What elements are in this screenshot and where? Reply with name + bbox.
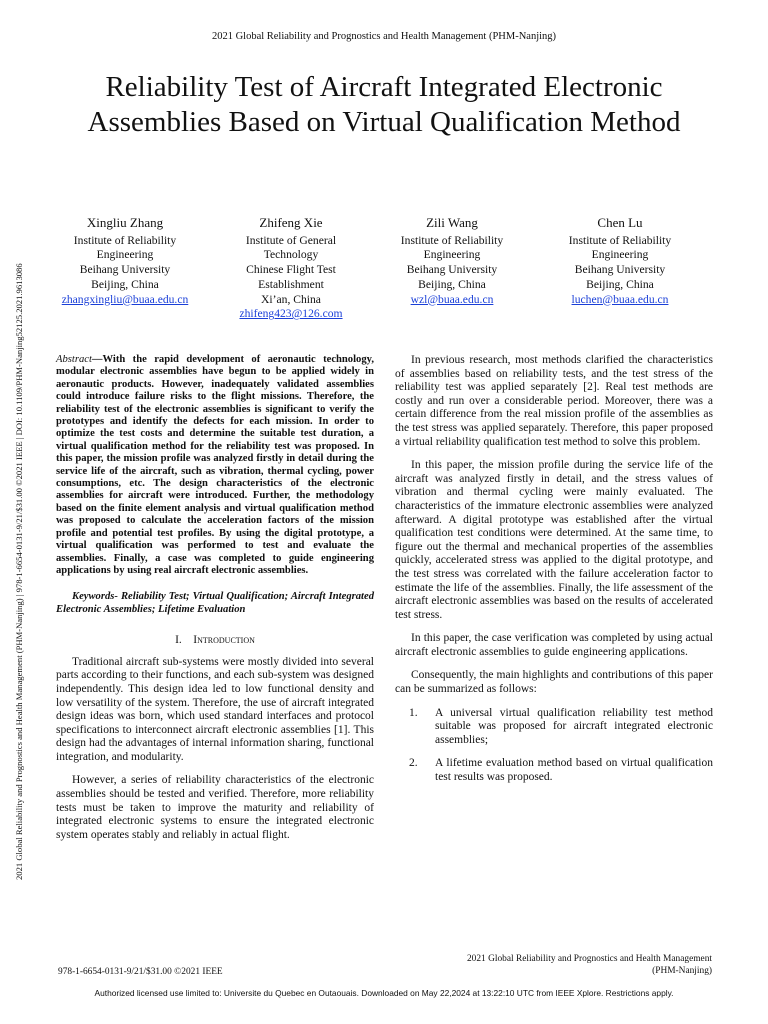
- abstract-text: With the rapid development of aeronautic technology, modular electronic assemblies have begun to be applied widely in aeronautic products. However, inadequately validated assemblies could introduce failure risks to the flight missions. Therefore, the reliability test of the electronic assemblies is significant to verify the prototypes and identify the defects for each mission. In order to optimize the test costs and determine the suitable test duration, a virtual qualification method for the reliability test was proposed. In this paper, the mission profile was analyzed firstly in detail during the service life of the aircraft, such as vibration, thermal cycling, power consumptions, etc. The design characteristics of the electronic assemblies for aircraft were introduced. Further, the methodology based on the finite element analysis and virtual qualification method was proposed to calculate the acceleration factors of the mission profile and potential test profiles. By using the digital prototype, a virtual qualification was performed to test and evaluate the assemblies. Finally, a case was completed to guide engineering applications by using real aircraft electronic assemblies.: [56, 354, 374, 576]
- author-affiliation-line: Technology: [263, 248, 319, 262]
- right-column: [395, 354, 713, 795]
- author-email-link[interactable]: zhangxingliu@buaa.edu.cn: [61, 292, 189, 306]
- abstract-dash: —: [91, 354, 103, 365]
- license-notice: Authorized licensed use limited to: Universite du Quebec en Outaouais. Downloaded on May 22,2024 at 13:22:10 UTC from IEEE Xplore. Restrictions apply.: [94, 988, 674, 998]
- body-paragraph: Consequently, the main highlights and contributions of this paper can be summarized as follows:: [395, 669, 713, 696]
- author-affiliation-line: Beihang University: [406, 263, 498, 277]
- author-affiliation-line: Institute of General: [245, 233, 337, 247]
- abstract: [56, 354, 374, 577]
- author-affiliation-line: Chinese Flight Test: [246, 263, 336, 277]
- author-affiliation-line: Engineering: [96, 248, 154, 262]
- author-affiliation-line: Beijing, China: [91, 277, 159, 291]
- author-affiliation-line: Beijing, China: [418, 277, 486, 291]
- section-title: Introduction: [193, 634, 255, 647]
- author-affiliation-line: Institute of Reliability: [568, 233, 672, 247]
- footer-conference-line-1: 2021 Global Reliability and Prognostics and Health Management: [466, 954, 712, 964]
- author-name: Xingliu Zhang: [86, 215, 164, 230]
- body-paragraph: In this paper, the case verification was completed by using actual aircraft electronic assemblies to guide engineering applications.: [395, 632, 713, 658]
- author-name: Zhifeng Xie: [259, 215, 323, 230]
- author-2: [206, 216, 376, 322]
- abstract-label: Abstract: [56, 354, 92, 365]
- keywords: Keywords- Reliability Test; Virtual Qualification; Aircraft Integrated Electronic Assemblies; Lifetime Evaluation: [56, 591, 374, 615]
- author-affiliation-line: Beihang University: [79, 263, 171, 277]
- list-item: [395, 707, 713, 748]
- body-paragraph: Traditional aircraft sub-systems were mostly divided into several parts according to their functions, and each sub-system was designed independently. This design idea led to low functional density and low versatility of the system. Therefore, the use of aircraft integrated design ideas was born, which used standard interfaces and protocol specifications to interconnect aircraft electronic assemblies [1]. This design had the advantages of internal information sharing, functional integration, and modularity.: [56, 655, 374, 763]
- title-line-2: Assemblies Based on Virtual Qualification Method: [87, 106, 681, 138]
- body-paragraph: In previous research, most methods clarified the characteristics of assemblies based on reliability tests, and the test stress of the reliability test was applied separately [2]. Real test methods are costly and run over a considerable period. Moreover, there was a certain difference from the real mission profile of the assemblies as the test stress was applied separately. Therefore, this paper proposed a virtual reliability qualification test method to solve this problem.: [395, 354, 713, 448]
- author-3: [367, 216, 537, 307]
- author-4: [535, 216, 705, 307]
- author-affiliation-line: Institute of Reliability: [400, 233, 504, 247]
- author-affiliation-line: Xi’an, China: [261, 292, 321, 306]
- body-paragraph: In this paper, the mission profile during the service life of the aircraft was analyzed firstly in detail, and the stress values of vibration and thermal cycling were mainly evaluated. The characteristics of the immature electronic assemblies were analyzed afterward. A digital prototype was established after the virtual qualification test conditions were determined. At the same time, to figure out the thermal and mechanical properties of the assemblies quickly, accelerated stress was applied to the digital prototype, and the test stress was correlated with the failure acceleration factor to estimate the life of the assemblies. Finally, the life assessment of the aircraft electronic assemblies was based on the results of accelerated test stress.: [395, 459, 713, 621]
- author-affiliation-line: Institute of Reliability: [73, 233, 177, 247]
- list-number: 2.: [409, 757, 418, 770]
- conference-header: 2021 Global Reliability and Prognostics and Health Management (PHM-Nanjing): [211, 31, 557, 42]
- author-name: Zili Wang: [426, 215, 478, 230]
- author-1: [40, 216, 210, 307]
- author-name: Chen Lu: [597, 215, 643, 230]
- list-text: A universal virtual qualification reliability test method suitable was proposed for aircraft integrated electronic assemblies;: [435, 706, 713, 746]
- footer-conference-line-2: (PHM-Nanjing): [652, 966, 712, 976]
- author-affiliation-line: Engineering: [591, 248, 649, 262]
- list-item: [395, 757, 713, 784]
- contributions-list: [395, 707, 713, 785]
- author-affiliation-line: Engineering: [423, 248, 481, 262]
- list-text: A lifetime evaluation method based on virtual qualification test results was proposed.: [435, 757, 713, 784]
- footer-isbn: 978-1-6654-0131-9/21/$31.00 ©2021 IEEE: [58, 967, 223, 977]
- left-column: [56, 354, 374, 852]
- section-heading-introduction: [56, 634, 374, 648]
- author-email-link[interactable]: luchen@buaa.edu.cn: [571, 292, 669, 306]
- author-email-link[interactable]: wzl@buaa.edu.cn: [410, 292, 494, 306]
- author-affiliation-line: Establishment: [258, 277, 324, 291]
- author-email-link[interactable]: zhifeng423@126.com: [239, 307, 343, 321]
- doi-side-strip: 2021 Global Reliability and Prognostics and Health Management (PHM-Nanjing) | 978-1-6654-0131-9/21/$31.00 ©2021 IEEE | DOI: 10.1109/PHM-Nanjing52125.2021.9613086: [14, 263, 24, 880]
- footer-conference: [400, 953, 712, 977]
- author-affiliation-line: Beijing, China: [586, 277, 654, 291]
- paper-title: [40, 70, 728, 140]
- author-affiliation-line: Beihang University: [574, 263, 666, 277]
- list-number: 1.: [409, 706, 418, 719]
- body-paragraph: However, a series of reliability characteristics of the electronic assemblies should be tested and verified. Therefore, more reliability tests must be taken to improve the maturity and reliability of integrated electronic systems to ensure the integrated electronic system operates stably and reliably in actual flight.: [56, 774, 374, 841]
- title-line-1: Reliability Test of Aircraft Integrated Electronic: [105, 71, 663, 103]
- section-numeral: I.: [175, 634, 182, 647]
